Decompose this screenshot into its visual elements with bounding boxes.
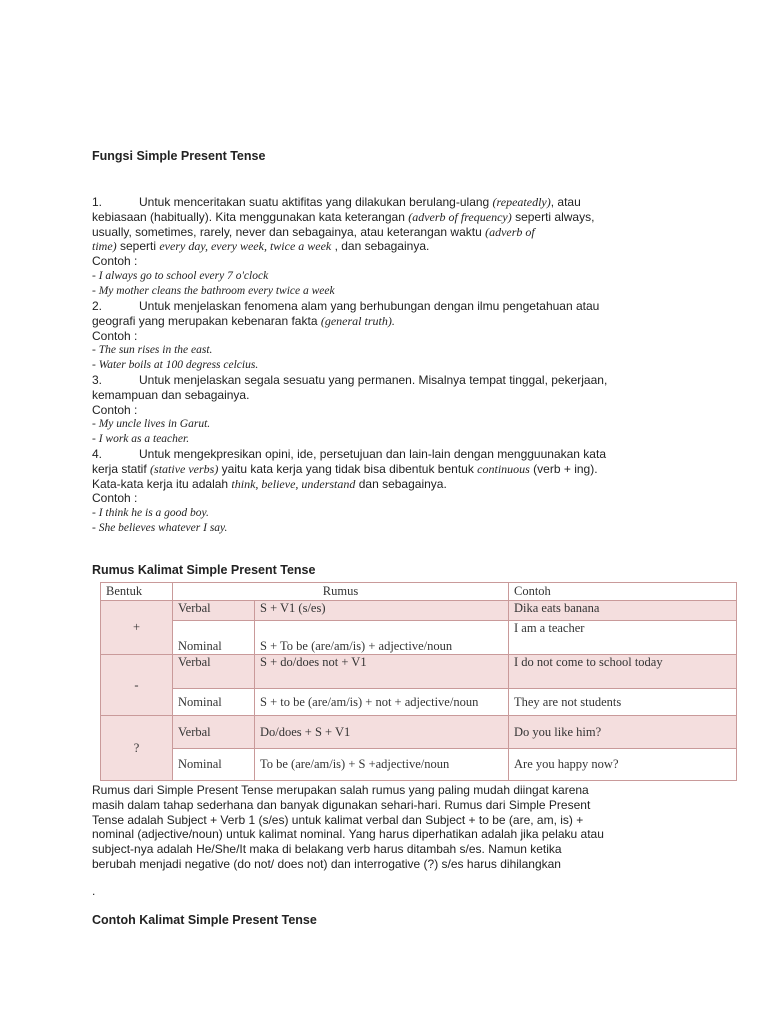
paragraph-line: berubah menjadi negative (do not/ does not) dan interrogative (?) s/es harus dihilangkan — [92, 856, 561, 871]
text: usually, sometimes, rarely, never dan sebagainya, atau keterangan waktu — [92, 224, 486, 239]
contoh-label: Contoh : — [92, 328, 138, 343]
example-sentence: - I think he is a good boy. — [92, 507, 209, 520]
italic-text: time) — [92, 239, 117, 254]
item2-line1 — [92, 299, 682, 314]
table-row — [101, 716, 737, 749]
item4-line3 — [92, 477, 682, 492]
paragraph-line: subject-nya adalah He/She/It maka di belakang verb harus ditambah s/es. Namun ketika — [92, 842, 562, 857]
item3-line1 — [92, 373, 682, 388]
item1-line2 — [92, 210, 682, 225]
italic-text: every day, every week, twice a week — [159, 239, 332, 254]
type-cell: Verbal — [173, 655, 255, 689]
italic-text: think, believe, understand — [231, 476, 356, 491]
contoh-label: Contoh : — [92, 254, 138, 269]
example-sentence: - I work as a teacher. — [92, 433, 190, 446]
example-sentence: - I always go to school every 7 o'clock — [92, 269, 269, 282]
paragraph-line: Tense adalah Subject + Verb 1 (s/es) untuk kalimat verbal dan Subject + to be (are, am, is) + — [92, 812, 584, 827]
contoh-label: Contoh : — [92, 491, 138, 506]
italic-text: (adverb of — [485, 224, 535, 239]
text: dan sebagainya. — [355, 476, 447, 491]
text: seperti — [116, 239, 160, 254]
section-title-fungsi: Fungsi Simple Present Tense — [92, 149, 266, 163]
item-number: 3. — [92, 373, 103, 387]
bentuk-cell: ? — [101, 716, 173, 781]
rumus-cell: S + to be (are/am/is) + not + adjective/noun — [255, 689, 509, 716]
text: seperti always, — [511, 209, 595, 224]
paragraph-line: masih dalam tahap sederhana dan banyak digunakan sehari-hari. Rumus dari Simple Present — [92, 797, 591, 812]
italic-text: (adverb of frequency) — [408, 209, 512, 224]
text: , atau — [550, 195, 581, 209]
text: geografi yang merupakan kebenaran fakta — [92, 313, 321, 328]
list-item-4 — [92, 447, 682, 536]
rumus-cell: Do/does + S + V1 — [255, 716, 509, 749]
rumus-cell: S + do/does not + V1 — [255, 655, 509, 689]
italic-text: (general truth). — [320, 313, 395, 328]
item-number: 1. — [92, 195, 103, 209]
type-cell: Nominal — [173, 749, 255, 781]
item1-line4 — [92, 239, 682, 254]
text: Untuk menceritakan suatu aktifitas yang dilakukan berulang-ulang — [139, 195, 493, 209]
contoh-cell: Dika eats banana — [509, 601, 737, 621]
rumus-paragraph — [92, 783, 682, 872]
item1-line3 — [92, 225, 682, 240]
rumus-cell: S + V1 (s/es) — [255, 601, 509, 621]
example-sentence: - My mother cleans the bathroom every twice a week — [92, 284, 335, 297]
rumus-cell: To be (are/am/is) + S +adjective/noun — [255, 749, 509, 781]
type-cell: Verbal — [173, 716, 255, 749]
text: , dan sebagainya. — [331, 239, 430, 254]
contoh-label: Contoh : — [92, 402, 138, 417]
text: Kata-kata kerja itu adalah — [92, 476, 232, 491]
formula-table — [100, 582, 737, 781]
italic-text: continuous — [477, 461, 530, 476]
stray-dot: . — [92, 884, 96, 898]
example-sentence: - The sun rises in the east. — [92, 344, 213, 357]
text: kebiasaan (habitually). Kita menggunakan kata keterangan — [92, 209, 409, 224]
contoh-cell: I am a teacher — [509, 621, 737, 655]
section-title-rumus: Rumus Kalimat Simple Present Tense — [92, 563, 316, 577]
type-cell: Nominal — [173, 689, 255, 716]
example-sentence: - Water boils at 100 degress celcius. — [92, 359, 259, 372]
example-sentence: - My uncle lives in Garut. — [92, 418, 211, 431]
contoh-cell: They are not students — [509, 689, 737, 716]
item4-line2 — [92, 462, 682, 477]
table-row — [101, 621, 737, 655]
text: Untuk mengekpresikan opini, ide, persetujuan dan lain-lain dengan mengguunakan kata — [139, 447, 606, 461]
contoh-cell: I do not come to school today — [509, 655, 737, 689]
item4-line1 — [92, 447, 682, 462]
paragraph-line: nominal (adjective/noun) untuk kalimat nominal. Yang harus diperhatikan adalah jika pelaku atau — [92, 827, 604, 842]
item-number: 4. — [92, 447, 103, 461]
type-cell: Nominal — [173, 621, 255, 655]
table-header-rumus: Rumus — [173, 583, 509, 601]
table-row — [101, 749, 737, 781]
example-sentence: - She believes whatever I say. — [92, 521, 228, 534]
table-row — [101, 689, 737, 716]
bentuk-cell: + — [101, 601, 173, 655]
text: Untuk menjelaskan fenomena alam yang berhubungan dengan ilmu pengetahuan atau — [139, 299, 600, 313]
list-item-3 — [92, 373, 682, 447]
table-header-bentuk: Bentuk — [101, 583, 173, 601]
contoh-cell: Are you happy now? — [509, 749, 737, 781]
text: Untuk menjelaskan segala sesuatu yang permanen. Misalnya tempat tinggal, pekerjaan, — [139, 373, 608, 387]
section-title-contoh: Contoh Kalimat Simple Present Tense — [92, 913, 317, 927]
italic-text: (stative verbs) — [150, 461, 219, 476]
type-cell: Verbal — [173, 601, 255, 621]
text: yaitu kata kerja yang tidak bisa dibentuk bentuk — [218, 461, 478, 476]
bentuk-cell: - — [101, 655, 173, 716]
paragraph-line: Rumus dari Simple Present Tense merupakan salah rumus yang paling mudah diingat karena — [92, 783, 589, 797]
item2-line2 — [92, 314, 682, 329]
list-item-2 — [92, 299, 682, 373]
list-item-1 — [92, 195, 682, 299]
table-row — [101, 601, 737, 621]
table-row — [101, 655, 737, 689]
item1-line1 — [92, 195, 682, 210]
rumus-cell: S + To be (are/am/is) + adjective/noun — [255, 621, 509, 655]
item-number: 2. — [92, 299, 103, 313]
table-header-contoh: Contoh — [509, 583, 737, 601]
text: (verb + ing). — [529, 461, 598, 476]
item3-line2: kemampuan dan sebagainya. — [92, 387, 250, 402]
italic-text: (repeatedly) — [492, 195, 551, 209]
text: kerja statif — [92, 461, 151, 476]
contoh-cell: Do you like him? — [509, 716, 737, 749]
